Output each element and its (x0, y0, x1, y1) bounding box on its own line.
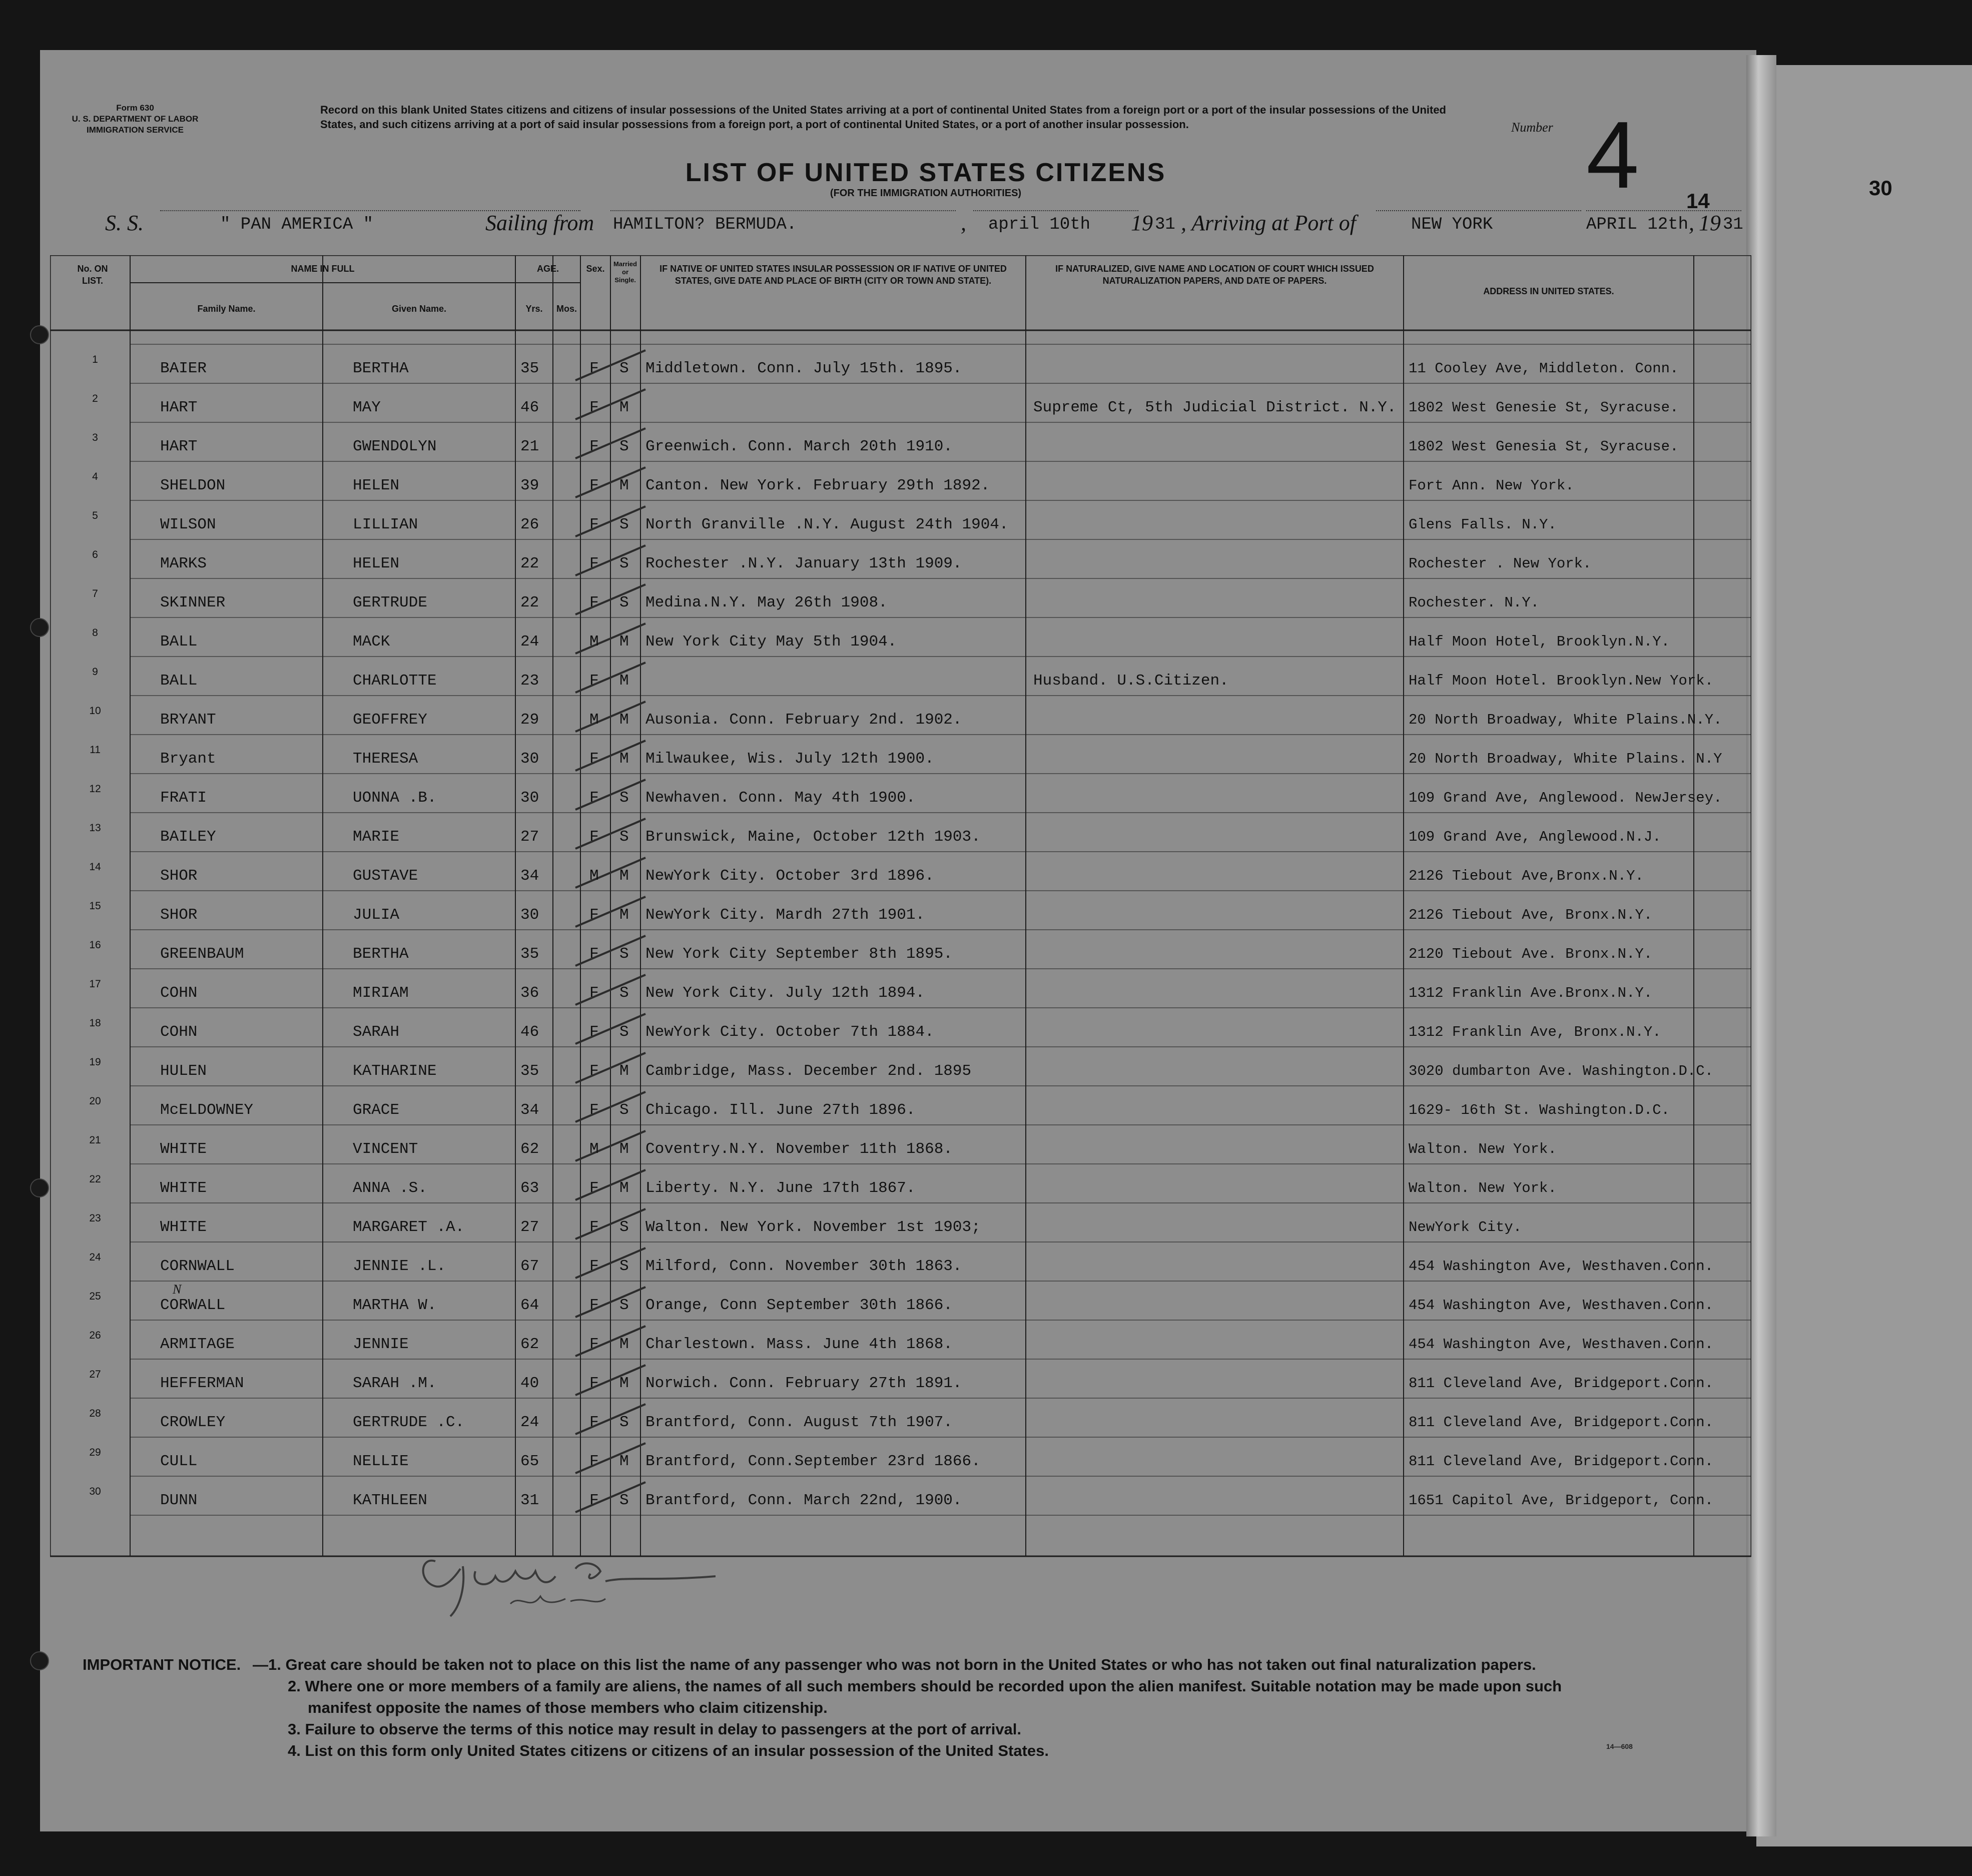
row-address: 1802 West Genesie St, Syracuse. (1409, 399, 1679, 416)
row-naturalization: Supreme Ct, 5th Judicial District. N.Y. (1033, 399, 1397, 416)
row-family-name: BALL (160, 633, 198, 651)
row-sex: M (589, 711, 599, 729)
row-age: 30 (520, 789, 539, 807)
row-sex: F (589, 438, 599, 455)
row-family-name: BALL (160, 672, 198, 690)
row-sex: F (589, 1414, 599, 1431)
row-family-name: GREENBAUM (160, 945, 244, 963)
row-marital-status: M (619, 1062, 629, 1080)
arriving-label: , Arriving at Port of (1181, 211, 1356, 235)
row-age: 67 (520, 1258, 539, 1275)
row-number: 14 (89, 861, 101, 873)
column-header-yrs: Yrs. (525, 304, 543, 314)
column-header-naturalized: IF NATURALIZED, GIVE NAME AND LOCATION OF COURT WHICH ISSUED NATURALIZATION PAPERS, AND DATE OF PAPERS. (1055, 264, 1374, 286)
row-marital-status: M (619, 477, 629, 494)
row-age: 65 (520, 1453, 539, 1470)
row-family-name: WHITE (160, 1218, 207, 1236)
row-birthplace: Liberty. N.Y. June 17th 1867. (645, 1179, 916, 1197)
row-sex: F (589, 1453, 599, 1470)
row-given-name: JENNIE .L. (353, 1258, 446, 1275)
row-sex: F (589, 672, 599, 690)
row-given-name: LILLIAN (353, 516, 418, 533)
service-name: IMMIGRATION SERVICE (87, 125, 184, 135)
row-family-name: WHITE (160, 1140, 207, 1158)
row-given-name: KATHARINE (353, 1062, 437, 1080)
row-given-name: JENNIE (353, 1336, 409, 1353)
row-family-name: FRATI (160, 789, 207, 807)
row-number: 7 (92, 588, 98, 599)
row-age: 26 (520, 516, 539, 533)
row-address: 811 Cleveland Ave, Bridgeport.Conn. (1409, 1414, 1714, 1431)
row-birthplace: Greenwich. Conn. March 20th 1910. (645, 438, 953, 455)
column-header-sex: Sex. (586, 264, 605, 274)
row-sex: F (589, 1492, 599, 1509)
row-birthplace: Canton. New York. February 29th 1892. (645, 477, 990, 494)
row-given-name: MARTHA W. (353, 1297, 437, 1314)
row-age: 34 (520, 1101, 539, 1119)
row-marital-status: S (619, 789, 629, 807)
row-birthplace: Brantford, Conn. August 7th 1907. (645, 1414, 953, 1431)
row-sex: F (589, 945, 599, 963)
form-code: 14—608 (1606, 1742, 1633, 1750)
year-to-prefix: 19 (1699, 211, 1721, 235)
row-number: 24 (89, 1252, 101, 1263)
row-address: 454 Washington Ave, Westhaven.Conn. (1409, 1297, 1714, 1314)
row-number: 27 (89, 1369, 101, 1380)
voyage-comma: , (961, 211, 966, 235)
row-age: 31 (520, 1492, 539, 1509)
row-age: 30 (520, 906, 539, 924)
column-header-married: Married or Single. (613, 260, 637, 284)
row-family-name: McELDOWNEY (160, 1101, 254, 1119)
row-number: 23 (89, 1212, 101, 1224)
voyage-comma-2: , (1689, 211, 1694, 235)
row-marital-status: S (619, 555, 629, 572)
list-number: 4 (1586, 102, 1639, 208)
row-age: 24 (520, 1414, 539, 1431)
punch-hole (30, 325, 49, 344)
row-family-name: BRYANT (160, 711, 216, 729)
row-sex: F (589, 477, 599, 494)
column-header-mos: Mos. (556, 304, 577, 314)
column-header-given: Given Name. (391, 304, 447, 314)
row-given-name: MAY (353, 399, 381, 416)
row-birthplace: Coventry.N.Y. November 11th 1868. (645, 1140, 953, 1158)
row-address: Glens Falls. N.Y. (1409, 516, 1557, 533)
row-family-name: HART (160, 438, 198, 455)
row-birthplace: Chicago. Ill. June 27th 1896. (645, 1101, 916, 1119)
row-age: 36 (520, 984, 539, 1002)
port-to: NEW YORK (1411, 215, 1493, 234)
row-address: Rochester. N.Y. (1409, 594, 1540, 611)
row-address: Rochester . New York. (1409, 555, 1592, 572)
row-number: 1 (92, 354, 98, 365)
row-birthplace: Norwich. Conn. February 27th 1891. (645, 1375, 962, 1392)
handwritten-annotation: N (173, 1282, 182, 1297)
row-address: 1312 Franklin Ave.Bronx.N.Y. (1409, 985, 1653, 1001)
row-marital-status: M (619, 1375, 629, 1392)
row-number: 26 (89, 1330, 101, 1341)
row-family-name: WILSON (160, 516, 216, 533)
row-family-name: WHITE (160, 1179, 207, 1197)
row-sex: F (589, 906, 599, 924)
row-given-name: KATHLEEN (353, 1492, 427, 1509)
year-from: 31 (1155, 215, 1175, 234)
row-given-name: UONNA .B. (353, 789, 437, 807)
row-number: 6 (92, 549, 98, 560)
row-birthplace: Charlestown. Mass. June 4th 1868. (645, 1336, 953, 1353)
row-age: 39 (520, 477, 539, 494)
row-sex: F (589, 1297, 599, 1314)
row-family-name: CULL (160, 1453, 198, 1470)
row-birthplace: New York City September 8th 1895. (645, 945, 953, 963)
column-header-birth: IF NATIVE OF UNITED STATES INSULAR POSSESSION OR IF NATIVE OF UNITED STATES, GIVE DATE AND PLACE OF BIRTH (CITY OR TOWN AND STATE). (660, 264, 1007, 286)
column-header-no: No. ON LIST. (77, 264, 108, 286)
form-number: Form 630 (116, 103, 154, 113)
page-subtitle: (FOR THE IMMIGRATION AUTHORITIES) (830, 188, 1022, 199)
row-marital-status: M (619, 750, 629, 768)
row-age: 21 (520, 438, 539, 455)
row-marital-status: S (619, 1101, 629, 1119)
row-marital-status: M (619, 672, 629, 690)
year-to: 31 (1723, 215, 1743, 234)
row-number: 30 (89, 1486, 101, 1497)
notice-item-3: 3. Failure to observe the terms of this notice may result in delay to passengers at the port of arrival. (288, 1720, 1022, 1738)
row-age: 34 (520, 867, 539, 885)
row-address: Half Moon Hotel, Brooklyn.N.Y. (1409, 634, 1670, 650)
row-given-name: MARGARET .A. (353, 1218, 465, 1236)
row-address: 20 North Broadway, White Plains. N.Y (1409, 751, 1722, 767)
row-age: 22 (520, 555, 539, 572)
row-given-name: CHARLOTTE (353, 672, 437, 690)
row-given-name: HELEN (353, 477, 400, 494)
row-age: 22 (520, 594, 539, 611)
row-sex: F (589, 1258, 599, 1275)
row-birthplace: Brantford, Conn.September 23rd 1866. (645, 1453, 981, 1470)
row-birthplace: Newhaven. Conn. May 4th 1900. (645, 789, 916, 807)
row-given-name: THERESA (353, 750, 418, 768)
row-address: 454 Washington Ave, Westhaven.Conn. (1409, 1336, 1714, 1353)
row-number: 10 (89, 705, 101, 717)
row-sex: F (589, 789, 599, 807)
row-marital-status: S (619, 828, 629, 846)
row-address: 1651 Capitol Ave, Bridgeport, Conn. (1409, 1492, 1714, 1509)
row-given-name: ANNA .S. (353, 1179, 427, 1197)
row-sex: F (589, 984, 599, 1002)
row-given-name: GRACE (353, 1101, 400, 1119)
row-age: 46 (520, 1023, 539, 1041)
row-number: 18 (89, 1017, 101, 1029)
row-number: 28 (89, 1408, 101, 1419)
row-given-name: GWENDOLYN (353, 438, 437, 455)
row-given-name: SARAH .M. (353, 1375, 437, 1392)
row-marital-status: M (619, 1179, 629, 1197)
row-birthplace: Walton. New York. November 1st 1903; (645, 1218, 981, 1236)
row-marital-status: M (619, 633, 629, 651)
row-marital-status: S (619, 1023, 629, 1041)
row-address: 109 Grand Ave, Anglewood. NewJersey. (1409, 790, 1722, 806)
row-age: 63 (520, 1179, 539, 1197)
row-birthplace: Milwaukee, Wis. July 12th 1900. (645, 750, 934, 768)
passenger-table (50, 255, 1751, 1606)
row-family-name: MARKS (160, 555, 207, 572)
row-birthplace: Milford, Conn. November 30th 1863. (645, 1258, 962, 1275)
row-age: 27 (520, 828, 539, 846)
row-marital-status: M (619, 1336, 629, 1353)
row-birthplace: NewYork City. October 3rd 1896. (645, 867, 934, 885)
row-address: 20 North Broadway, White Plains.N.Y. (1409, 712, 1722, 728)
row-address: 811 Cleveland Ave, Bridgeport.Conn. (1409, 1453, 1714, 1470)
row-sex: F (589, 555, 599, 572)
notice-item-2-cont: manifest opposite the names of those members who claim citizenship. (308, 1699, 828, 1716)
row-birthplace: Middletown. Conn. July 15th. 1895. (645, 360, 962, 377)
row-age: 35 (520, 1062, 539, 1080)
page-title: LIST OF UNITED STATES CITIZENS (685, 158, 1166, 187)
row-address: 1629- 16th St. Washington.D.C. (1409, 1102, 1670, 1118)
row-number: 20 (89, 1095, 101, 1107)
row-marital-status: S (619, 1492, 629, 1509)
row-address: 1802 West Genesia St, Syracuse. (1409, 438, 1679, 455)
row-given-name: BERTHA (353, 360, 409, 377)
row-family-name: COHN (160, 984, 198, 1002)
row-birthplace: New York City. July 12th 1894. (645, 984, 925, 1002)
row-address: 1312 Franklin Ave, Bronx.N.Y. (1409, 1024, 1661, 1040)
notice-item-4: 4. List on this form only United States citizens or citizens of an insular possession of the United States. (288, 1742, 1049, 1759)
row-birthplace: Rochester .N.Y. January 13th 1909. (645, 555, 962, 572)
row-number: 19 (89, 1056, 101, 1068)
underlying-page (1756, 65, 1972, 1846)
row-marital-status: S (619, 945, 629, 963)
row-age: 27 (520, 1218, 539, 1236)
row-number: 12 (89, 783, 101, 795)
row-age: 40 (520, 1375, 539, 1392)
port-from: HAMILTON? BERMUDA. (613, 215, 797, 234)
row-number: 3 (92, 432, 98, 443)
row-given-name: GERTRUDE (353, 594, 427, 611)
ss-label: S. S. (105, 211, 144, 235)
row-birthplace: NewYork City. Mardh 27th 1901. (645, 906, 925, 924)
column-header-family: Family Name. (197, 304, 256, 314)
row-number: 29 (89, 1447, 101, 1458)
row-sex: F (589, 750, 599, 768)
row-address: 811 Cleveland Ave, Bridgeport.Conn. (1409, 1375, 1714, 1392)
row-marital-status: M (619, 1453, 629, 1470)
row-address: 11 Cooley Ave, Middleton. Conn. (1409, 360, 1679, 377)
row-family-name: SKINNER (160, 594, 226, 611)
row-sex: F (589, 1218, 599, 1236)
row-family-name: Bryant (160, 750, 216, 768)
row-marital-status: M (619, 867, 629, 885)
row-sex: F (589, 1375, 599, 1392)
row-number: 11 (90, 744, 101, 756)
row-given-name: GEOFFREY (353, 711, 427, 729)
table-rules (50, 255, 1751, 1606)
row-address: Walton. New York. (1409, 1180, 1557, 1196)
row-marital-status: M (619, 399, 629, 416)
handwritten-signature (415, 1541, 716, 1621)
row-sex: F (589, 828, 599, 846)
row-given-name: GERTRUDE .C. (353, 1414, 465, 1431)
row-family-name: BAIER (160, 360, 207, 377)
row-address: Walton. New York. (1409, 1141, 1557, 1157)
row-family-name: HEFFERMAN (160, 1375, 244, 1392)
row-age: 62 (520, 1140, 539, 1158)
row-given-name: MIRIAM (353, 984, 409, 1002)
column-header-address: ADDRESS IN UNITED STATES. (1483, 286, 1614, 296)
row-sex: F (589, 1336, 599, 1353)
row-given-name: MACK (353, 633, 390, 651)
row-family-name: HULEN (160, 1062, 207, 1080)
row-age: 23 (520, 672, 539, 690)
row-sex: M (589, 633, 599, 651)
row-sex: F (589, 399, 599, 416)
row-number: 13 (89, 822, 101, 834)
row-age: 30 (520, 750, 539, 768)
row-number: 2 (92, 393, 98, 404)
notice-item-1: —1. Great care should be taken not to place on this list the name of any passenger who was not born in the United States or who has not taken out final naturalization papers. (253, 1656, 1536, 1673)
row-marital-status: S (619, 516, 629, 533)
row-birthplace: Medina.N.Y. May 26th 1908. (645, 594, 888, 611)
row-family-name: SHOR (160, 867, 198, 885)
row-birthplace: Brunswick, Maine, October 12th 1903. (645, 828, 981, 846)
punch-hole (30, 618, 49, 637)
row-address: 2126 Tiebout Ave, Bronx.N.Y. (1409, 907, 1653, 923)
row-number: 22 (89, 1173, 101, 1185)
year-from-prefix: 19 (1131, 211, 1153, 235)
row-family-name: CORWALL (160, 1297, 226, 1314)
row-number: 5 (92, 510, 98, 521)
row-given-name: NELLIE (353, 1453, 409, 1470)
form-instructions: Record on this blank United States citizens and citizens of insular possessions of the United States arriving at a port of continental United States from a foreign port or a port of the insular possessions of the United States, and such citizens arriving at a port of said insular possessions from a foreign port, a port of continental United States, or a port of another insular possession. (320, 104, 1446, 131)
row-marital-status: S (619, 1414, 629, 1431)
row-number: 4 (92, 471, 98, 482)
row-address: Fort Ann. New York. (1409, 477, 1574, 494)
row-address: 454 Washington Ave, Westhaven.Conn. (1409, 1258, 1714, 1275)
notice-heading: IMPORTANT NOTICE. (83, 1656, 241, 1673)
row-given-name: HELEN (353, 555, 400, 572)
row-sex: F (589, 1023, 599, 1041)
row-sex: M (589, 1140, 599, 1158)
number-label: Number (1511, 120, 1553, 135)
row-family-name: HART (160, 399, 198, 416)
column-header-age: AGE. (536, 264, 559, 274)
row-sex: F (589, 1179, 599, 1197)
row-marital-status: S (619, 1218, 629, 1236)
date-from: april 10th (988, 215, 1091, 234)
row-number: 8 (92, 627, 98, 639)
row-number: 9 (92, 666, 98, 678)
row-sex: F (589, 360, 599, 377)
row-birthplace: NewYork City. October 7th 1884. (645, 1023, 934, 1041)
row-family-name: SHOR (160, 906, 198, 924)
row-naturalization: Husband. U.S.Citizen. (1033, 672, 1229, 690)
row-family-name: CORNWALL (160, 1258, 235, 1275)
row-family-name: SHELDON (160, 477, 226, 494)
notice-item-2: 2. Where one or more members of a family are aliens, the names of all such members should be recorded upon the alien manifest. Suitable notation may be made upon such (288, 1677, 1562, 1695)
row-family-name: DUNN (160, 1492, 198, 1509)
row-given-name: VINCENT (353, 1140, 418, 1158)
row-given-name: MARIE (353, 828, 400, 846)
row-marital-status: S (619, 594, 629, 611)
row-sex: M (589, 867, 599, 885)
column-header-name: NAME IN FULL (291, 264, 355, 274)
row-number: 15 (89, 900, 101, 912)
row-number: 16 (89, 939, 101, 951)
row-number: 25 (89, 1291, 101, 1302)
row-family-name: CROWLEY (160, 1414, 226, 1431)
row-birthplace: Cambridge, Mass. December 2nd. 1895 (645, 1062, 972, 1080)
department-name: U. S. DEPARTMENT OF LABOR (72, 114, 199, 124)
row-given-name: JULIA (353, 906, 400, 924)
row-number: 17 (89, 978, 101, 990)
row-address: 2120 Tiebout Ave. Bronx.N.Y. (1409, 946, 1653, 962)
row-marital-status: S (619, 984, 629, 1002)
row-marital-status: S (619, 360, 629, 377)
row-address: Half Moon Hotel. Brooklyn.New York. (1409, 673, 1714, 689)
row-birthplace: Orange, Conn September 30th 1866. (645, 1297, 953, 1314)
row-birthplace: Brantford, Conn. March 22nd, 1900. (645, 1492, 962, 1509)
row-address: 3020 dumbarton Ave. Washington.D.C. (1409, 1063, 1714, 1079)
punch-hole (30, 1178, 49, 1197)
row-sex: F (589, 516, 599, 533)
row-sex: F (589, 1062, 599, 1080)
row-sex: F (589, 1101, 599, 1119)
row-marital-status: S (619, 438, 629, 455)
row-age: 62 (520, 1336, 539, 1353)
date-to: APRIL 12th (1586, 215, 1689, 234)
ship-name: " PAN AMERICA " (220, 215, 374, 234)
row-age: 35 (520, 945, 539, 963)
row-marital-status: S (619, 1258, 629, 1275)
row-birthplace: New York City May 5th 1904. (645, 633, 897, 651)
page-stamp: 14 (1686, 189, 1710, 213)
row-given-name: GUSTAVE (353, 867, 418, 885)
row-marital-status: M (619, 906, 629, 924)
row-age: 24 (520, 633, 539, 651)
row-address: 109 Grand Ave, Anglewood.N.J. (1409, 829, 1661, 845)
row-age: 29 (520, 711, 539, 729)
row-address: NewYork City. (1409, 1219, 1522, 1235)
row-birthplace: North Granville .N.Y. August 24th 1904. (645, 516, 1009, 533)
row-family-name: BAILEY (160, 828, 216, 846)
form-identifier (60, 103, 210, 136)
row-given-name: BERTHA (353, 945, 409, 963)
row-birthplace: Ausonia. Conn. February 2nd. 1902. (645, 711, 962, 729)
sailing-label: Sailing from (485, 211, 594, 235)
row-given-name: SARAH (353, 1023, 400, 1041)
row-sex: F (589, 594, 599, 611)
row-family-name: ARMITAGE (160, 1336, 235, 1353)
row-age: 46 (520, 399, 539, 416)
voyage-line (105, 210, 1743, 245)
row-age: 35 (520, 360, 539, 377)
row-family-name: COHN (160, 1023, 198, 1041)
row-age: 64 (520, 1297, 539, 1314)
row-marital-status: M (619, 711, 629, 729)
punch-hole (30, 1651, 49, 1670)
row-number: 21 (89, 1134, 101, 1146)
row-marital-status: S (619, 1297, 629, 1314)
row-address: 2126 Tiebout Ave,Bronx.N.Y. (1409, 868, 1644, 884)
page-stamp-right: 30 (1869, 176, 1892, 200)
row-marital-status: M (619, 1140, 629, 1158)
